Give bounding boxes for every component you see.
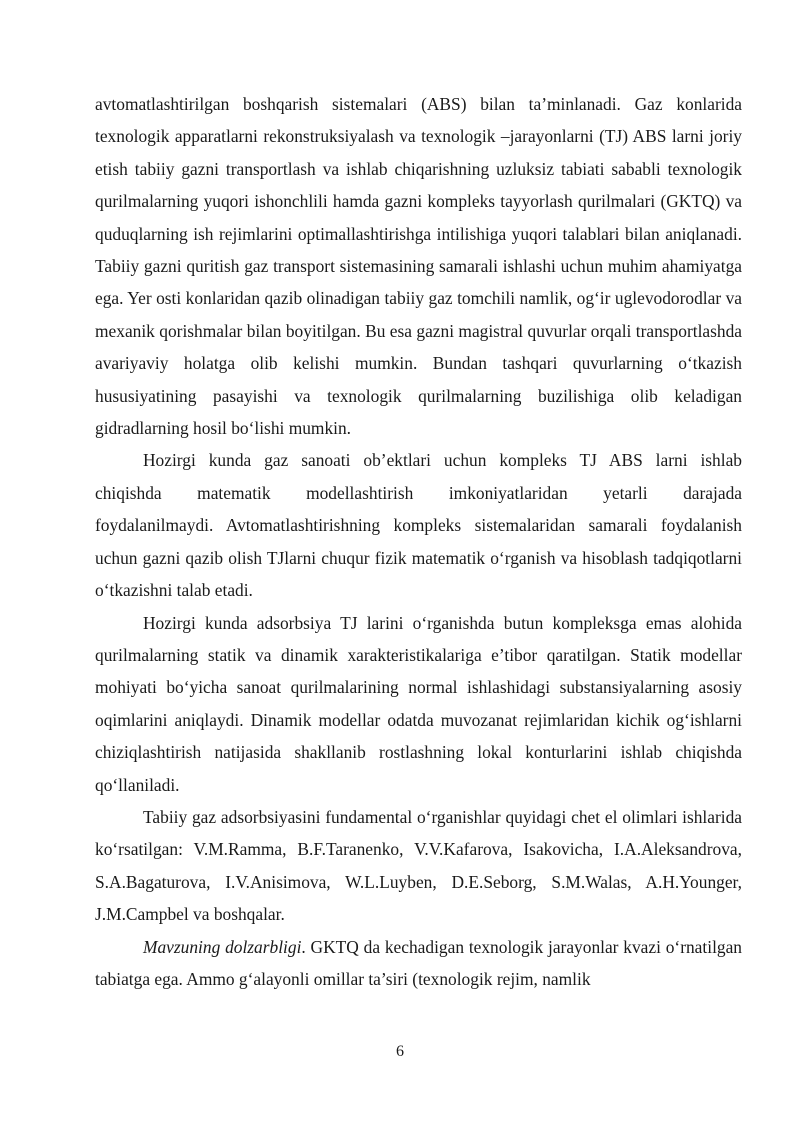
- document-page: [95, 88, 742, 995]
- paragraph-adsorption-study: Hozirgi kunda adsorbsiya TJ larini o‘rganishda butun kompleksga emas alohida qurilmalarning statik va dinamik xarakteristikalariga e’tibor qaratilgan. Statik modellar mohiyati bo‘yicha sanoat qurilmalarining normal ishlashidagi substansiyalarning asosiy oqimlarini aniqlaydi. Dinamik modellar odatda muvozanat rejimlaridan kichik og‘ishlarni chiziqlashtirish natijasida shakllanib rostlashning lokal konturlarini ishlab chiqishda qo‘llaniladi.: [95, 612, 742, 795]
- paragraph-abs-intro: avtomatlashtirilgan boshqarish sistemalari (ABS) bilan ta’minlanadi. Gaz konlarida texnologik apparatlarni rekonstruksiyalash va texnologik –jarayonlarni (TJ) ABS larni joriy etish tabiiy gazni transportlash va ishlab chiqarishning uzluksiz tabiati sababli texnologik qurilmalarning yuqori ishonchlili hamda gazni kompleks tayyorlash qurilmalari (GKTQ) va quduqlarning ish rejimlarini optimallashtirishga intilishiga yuqori talablari bilan aniqlanadi. Tabiiy gazni quritish gaz transport sistemasining samarali ishlashi uchun muhim ahamiyatga ega. Yer osti konlaridan qazib olinadigan tabiiy gaz tomchili namlik, og‘ir uglevodorodlar va mexanik qorishmalar bilan boyitilgan. Bu esa gazni magistral quvurlar orqali transportlashda avariyaviy holatga olib kelishi mumkin. Bundan tashqari quvurlarning o‘tkazish hususiyatining pasayishi va texnologik qurilmalarning buzilishiga olib keladigan gidradlarning hosil bo‘lishi mumkin.: [95, 94, 742, 439]
- paragraph-gas-industry-line1: Hozirgi kunda gaz sanoati ob’ektlari uchun kompleks TJ ABS larni ishlab: [143, 450, 742, 471]
- paragraph-foreign-scholars: Tabiiy gaz adsorbsiyasini fundamental o‘rganishlar quyidagi chet el olimlari ishlarida ko‘rsatilgan: V.M.Ramma, B.F.Taranenko, V.V.Kafarova, Isakovicha, I.A.Aleksandrova, S.A.Bagaturova, I.V.Anisimova, W.L.Luyben, D.E.Seborg, S.M.Walas, A.H.Younger, J.M.Campbel va boshqalar.: [95, 806, 742, 925]
- topic-relevance-heading: Mavzuning dolzarbligi: [143, 936, 302, 957]
- paragraph-topic-relevance: [95, 931, 742, 996]
- topic-relevance-text: . GKTQ da kechadigan texnologik jarayonlar kvazi o‘rnatilgan tabiatga ega. Ammo g‘alayonli omillar ta’siri (texnologik rejim, namlik: [95, 936, 743, 989]
- page-number: 6: [396, 1043, 404, 1060]
- paragraph-gas-industry-line2: chiqishda matematik modellashtirish imkoniyatlaridan yetarli darajada: [95, 482, 742, 503]
- paragraph-gas-industry-rest: foydalanilmaydi. Avtomatlashtirishning kompleks sistemalaridan samarali foydalanish uchun gazni qazib olish TJlarni chuqur fizik matematik o‘rganish va hisoblash tadqiqotlarni o‘tkazishni talab etadi.: [95, 515, 742, 601]
